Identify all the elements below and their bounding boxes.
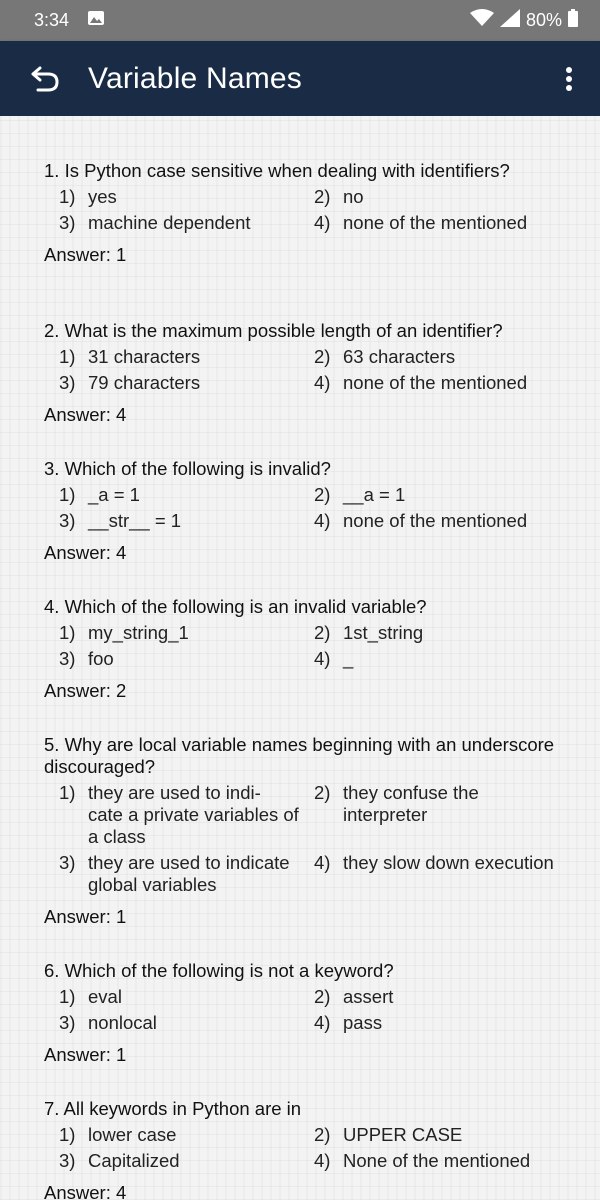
option-4: 4) None of the mentioned (314, 1150, 531, 1171)
answer-text: Answer: 4 (44, 542, 127, 563)
option-3: 3) 79 characters (59, 372, 201, 393)
option-3: 3) nonlocal (59, 1012, 157, 1033)
question-text: 4. Which of the following is an invalid variable? (44, 596, 427, 617)
options-grid (44, 482, 574, 534)
answer-text: Answer: 1 (44, 906, 127, 927)
option-1: 1) 31 characters (59, 346, 201, 367)
option-4: 4) none of the mentioned (314, 212, 528, 233)
option-1: 1) my_string_1 (59, 622, 189, 643)
question-block (44, 1098, 574, 1200)
options-grid (44, 984, 574, 1036)
question-text: 2. What is the maximum possible length of an identifier? (44, 320, 503, 341)
question-text: 3. Which of the following is invalid? (44, 458, 331, 479)
answer-text: Answer: 1 (44, 244, 127, 265)
answer-text: Answer: 2 (44, 680, 127, 701)
image-notification-icon (87, 9, 105, 32)
battery-percent: 80% (525, 10, 562, 30)
option-2: 2) __a = 1 (314, 484, 406, 505)
question-block (44, 458, 574, 564)
question-block (44, 320, 574, 426)
option-1: 1) _a = 1 (59, 484, 140, 505)
question-block (44, 734, 574, 928)
answer-text: Answer: 4 (44, 1182, 127, 1200)
question-list[interactable] (0, 116, 600, 1200)
question-text: 5. Why are local variable names beginning with an underscore discouraged? (44, 734, 555, 777)
option-4: 4) they slow down execution (314, 852, 554, 873)
app-bar (0, 41, 600, 116)
question-block (44, 596, 574, 702)
options-grid (44, 780, 574, 898)
option-4: 4) pass (314, 1012, 383, 1033)
options-grid (44, 344, 574, 396)
more-vert-icon (565, 66, 573, 92)
question-text: 7. All keywords in Python are in (44, 1098, 302, 1119)
question-block (44, 160, 574, 266)
wifi-icon (470, 9, 494, 32)
option-2: 2) assert (314, 986, 394, 1007)
back-button[interactable] (30, 64, 60, 94)
signal-icon (500, 9, 520, 32)
status-bar (0, 0, 600, 41)
question-block (44, 960, 574, 1066)
options-grid (44, 184, 574, 236)
question-text: 6. Which of the following is not a keyword? (44, 960, 394, 981)
option-1: 1) yes (59, 186, 117, 207)
option-1: 1) eval (59, 986, 122, 1007)
options-grid (44, 1122, 574, 1174)
option-2: 2) 1st_string (314, 622, 424, 643)
option-1: 1) lower case (59, 1124, 177, 1145)
option-3: 3) machine dependent (59, 212, 251, 233)
battery-icon (568, 9, 578, 32)
status-time: 3:34 (34, 10, 70, 30)
back-arrow-icon (30, 66, 60, 92)
option-3: 3) __str__ = 1 (59, 510, 182, 531)
answer-text: Answer: 1 (44, 1044, 127, 1065)
overflow-menu-button[interactable] (564, 64, 574, 94)
option-2: 2) no (314, 186, 364, 207)
question-text: 1. Is Python case sensitive when dealing with identifiers? (44, 160, 510, 181)
option-4: 4) none of the mentioned (314, 510, 528, 531)
option-3: 3) foo (59, 648, 114, 669)
option-2: 2) UPPER CASE (314, 1124, 463, 1145)
page-title: Variable Names (88, 61, 303, 95)
option-4: 4) _ (314, 648, 354, 669)
option-3: 3) they are used to indicate global variables (59, 852, 290, 895)
option-3: 3) Capitalized (59, 1150, 180, 1171)
options-grid (44, 620, 574, 672)
option-4: 4) none of the mentioned (314, 372, 528, 393)
option-1: 1) they are used to indi- cate a private variables of a class (59, 782, 299, 847)
option-2: 2) they confuse the interpreter (314, 782, 479, 825)
answer-text: Answer: 4 (44, 404, 127, 425)
option-2: 2) 63 characters (314, 346, 456, 367)
